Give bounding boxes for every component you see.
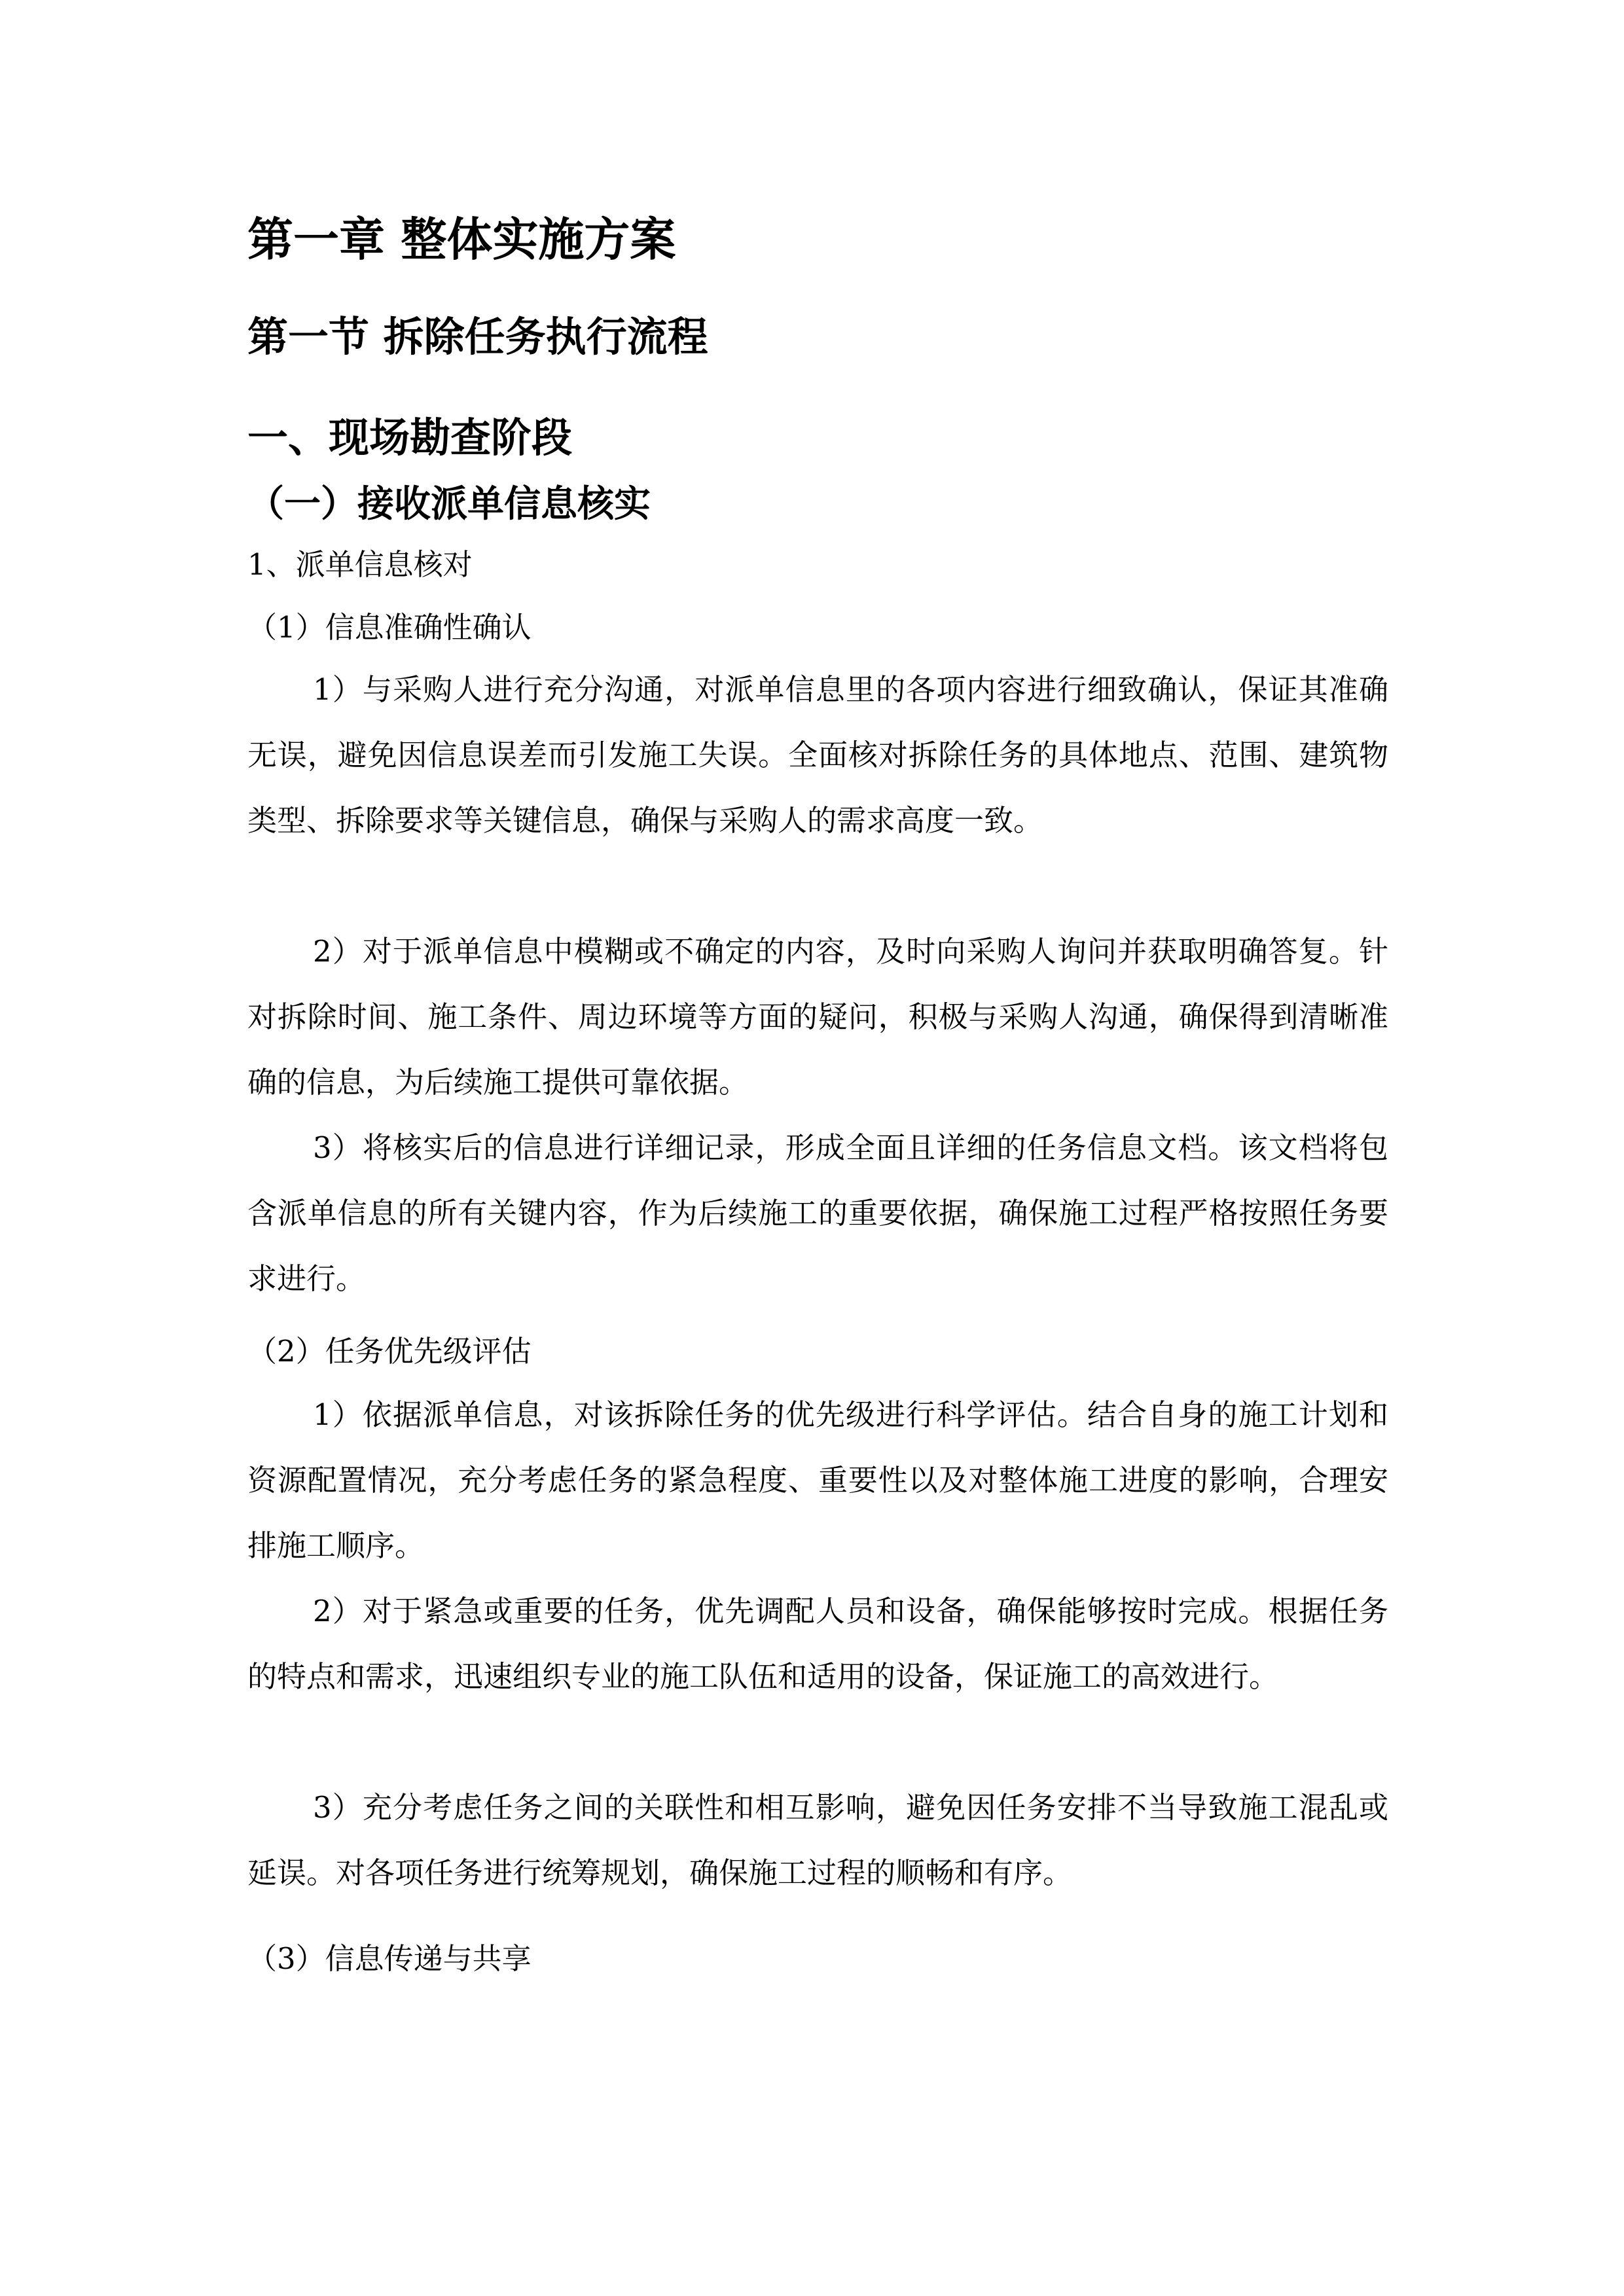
subsection-title: （3）信息传递与共享 [247,1941,532,1976]
subsection-title: （2）任务优先级评估 [247,1334,532,1369]
heading-level-3: 1、派单信息核对 [247,547,473,582]
body-paragraph: 2）对于紧急或重要的任务，优先调配人员和设备，确保能够按时完成。根据任务的特点和需求，迅速组织专业的施工队伍和适用的设备，保证施工的高效进行。 [247,1594,1388,1694]
heading-level-2: （一）接收派单信息核实 [247,482,651,526]
body-paragraph: 3）将核实后的信息进行详细记录，形成全面且详细的任务信息文档。该文档将包含派单信息的所有关键内容，作为后续施工的重要依据，确保施工过程严格按照任务要求进行。 [247,1130,1388,1296]
body-paragraph: 1）依据派单信息，对该拆除任务的优先级进行科学评估。结合自身的施工计划和资源配置情况，充分考虑任务的紧急程度、重要性以及对整体施工进度的影响，合理安排施工顺序。 [247,1397,1388,1563]
heading-level-1: 一、现场勘查阶段 [247,414,573,461]
body-paragraph: 1）与采购人进行充分沟通，对派单信息里的各项内容进行细致确认，保证其准确无误，避免因信息误差而引发施工失误。全面核对拆除任务的具体地点、范围、建筑物类型、拆除要求等关键信息，确保与采购人的需求高度一致。 [247,672,1388,838]
chapter-title: 第一章 整体实施方案 [247,212,676,266]
section-title: 第一节 拆除任务执行流程 [247,313,708,361]
body-paragraph: 3）充分考虑任务之间的关联性和相互影响，避免因任务安排不当导致施工混乱或延误。对各项任务进行统筹规划，确保施工过程的顺畅和有序。 [247,1790,1388,1890]
subsection-title: （1）信息准确性确认 [247,610,532,645]
body-paragraph: 2）对于派单信息中模糊或不确定的内容，及时向采购人询问并获取明确答复。针对拆除时间、施工条件、周边环境等方面的疑问，积极与采购人沟通，确保得到清晰准确的信息，为后续施工提供可靠依据。 [247,934,1388,1100]
